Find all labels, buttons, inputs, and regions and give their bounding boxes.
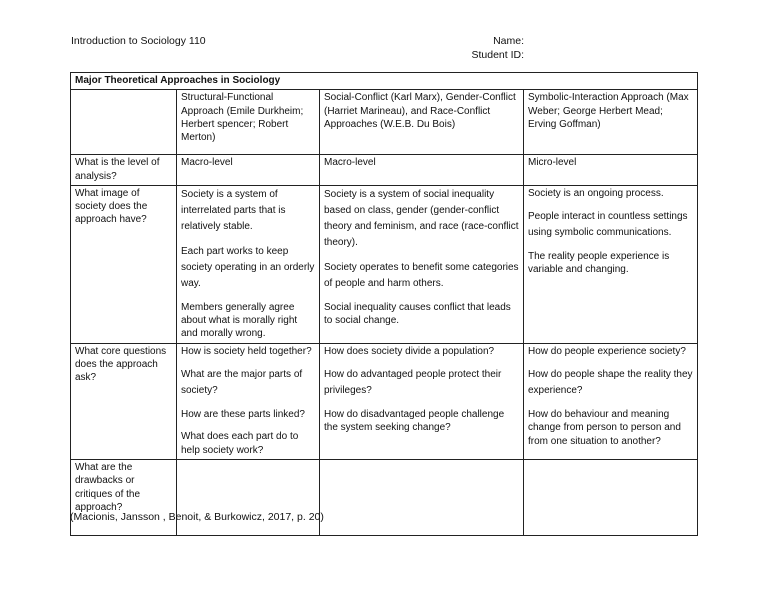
cell-paragraph: What does each part do to help society work?: [181, 431, 299, 456]
cell-paragraph: Society is a system of interrelated parts that is relatively stable.: [181, 188, 286, 232]
header-row: [71, 90, 698, 155]
column-header-symbolic-interaction: Symbolic-Interaction Approach (Max Weber; George Herbert Mead; Erving Goffman): [524, 90, 698, 155]
row-question-critiques: What are the drawbacks or critiques of the approach?: [71, 459, 177, 535]
row-question-core: What core questions does the approach ask?: [71, 343, 177, 459]
table-cell: [177, 343, 320, 459]
cell-paragraph: People interact in countless settings using symbolic communications.: [528, 211, 688, 239]
name-label: Name:: [493, 35, 524, 47]
cell-paragraph: Members generally agree about what is morally right and morally wrong.: [181, 301, 298, 340]
table-title: Major Theoretical Approaches in Sociology: [71, 73, 698, 90]
cell-paragraph: How are these parts linked?: [181, 409, 305, 421]
cell-paragraph: How do disadvantaged people challenge the system seeking change?: [324, 409, 505, 434]
table-cell: Micro-level: [524, 155, 698, 186]
cell-paragraph: How do advantaged people protect their privileges?: [324, 369, 502, 397]
table-cell: [320, 343, 524, 459]
row-question-level: What is the level of analysis?: [71, 155, 177, 186]
course-title: Introduction to Sociology 110: [71, 35, 206, 47]
cell-paragraph: What are the major parts of society?: [181, 369, 303, 397]
cell-paragraph: Society is an ongoing process.: [528, 187, 664, 199]
table-row: [71, 185, 698, 343]
cell-paragraph: How is society held together?: [181, 345, 312, 357]
student-id-label: Student ID:: [471, 48, 524, 61]
table-row: [71, 155, 698, 186]
empty-answer-cell[interactable]: [177, 459, 320, 535]
citation: (Macionis, Jansson , Benoit, & Burkowicz, 2017, p. 20): [70, 511, 324, 523]
table-cell: Macro-level: [177, 155, 320, 186]
table-cell: [524, 185, 698, 343]
cell-paragraph: How do people shape the reality they experience?: [528, 369, 693, 397]
empty-answer-cell[interactable]: [320, 459, 524, 535]
corner-cell: [71, 90, 177, 155]
table-row: [71, 459, 698, 535]
cell-paragraph: How do people experience society?: [528, 345, 686, 357]
column-header-structural-functional: Structural-Functional Approach (Emile Durkheim; Herbert spencer; Robert Merton): [177, 90, 320, 155]
cell-paragraph: The reality people experience is variable and changing.: [528, 251, 670, 276]
table-cell: [320, 185, 524, 343]
table-cell: [524, 343, 698, 459]
empty-answer-cell[interactable]: [524, 459, 698, 535]
cell-paragraph: How do behaviour and meaning change from person to person and from one situation to another?: [528, 409, 681, 447]
cell-paragraph: Social inequality causes conflict that leads to social change.: [324, 301, 511, 327]
table-row: [71, 343, 698, 459]
row-question-image: What image of society does the approach have?: [71, 185, 177, 343]
table-cell: [177, 185, 320, 343]
table-cell: Macro-level: [320, 155, 524, 186]
column-header-social-conflict: Social-Conflict (Karl Marx), Gender-Conflict (Harriet Marineau), and Race-Conflict Approaches (W.E.B. Du Bois): [320, 90, 524, 155]
student-info: [471, 35, 524, 62]
cell-paragraph: How does society divide a population?: [324, 345, 495, 357]
cell-paragraph: Society is a system of social inequality based on class, gender (gender-conflict theory and feminism, and race (race-conflict theory).: [324, 188, 519, 248]
cell-paragraph: Society operates to benefit some categories of people and harm others.: [324, 261, 519, 289]
cell-paragraph: Each part works to keep society operating in an orderly way.: [181, 245, 315, 289]
approaches-table: [70, 72, 698, 536]
